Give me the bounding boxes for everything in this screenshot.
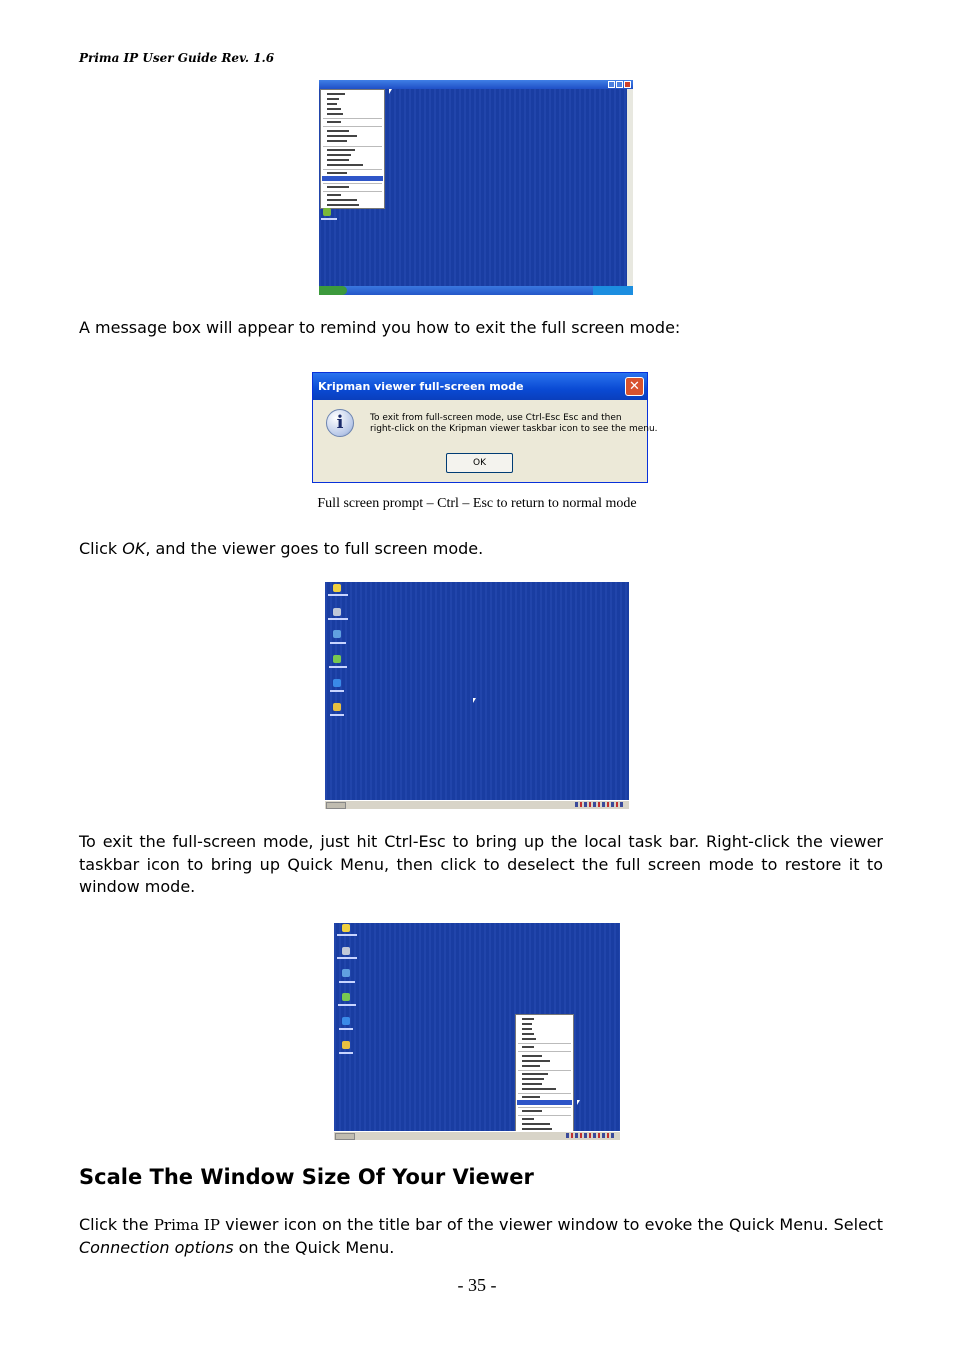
quick-menu-desktop-screenshot bbox=[334, 923, 620, 1140]
quick-menu-popup-screenshot bbox=[515, 1014, 574, 1136]
screenshot-titlebar bbox=[319, 80, 633, 89]
click-ok-paragraph bbox=[79, 538, 883, 561]
info-icon: i bbox=[326, 409, 354, 437]
dialog-message-line1: To exit from full-screen mode, use Ctrl-Esc Esc and then bbox=[370, 413, 622, 423]
ok-button: OK bbox=[446, 453, 513, 473]
full-screen-desktop-screenshot bbox=[325, 582, 629, 809]
screenshot-local-taskbar-2 bbox=[334, 1131, 620, 1140]
brand-name: Prima IP bbox=[153, 1216, 220, 1234]
connection-options-pre: Click the bbox=[79, 1215, 154, 1234]
viewer-window-screenshot bbox=[319, 80, 633, 295]
click-ok-emphasis: OK bbox=[122, 539, 146, 558]
connection-options-paragraph bbox=[79, 1214, 883, 1259]
dialog-title: Kripman viewer full-screen mode bbox=[313, 373, 647, 400]
connection-options-mid: viewer icon on the title bar of the viewer window to evoke the Quick Menu. Select bbox=[219, 1215, 883, 1234]
screenshot-taskbar bbox=[319, 286, 633, 295]
quick-menu-screenshot bbox=[320, 89, 385, 209]
screenshot-local-taskbar bbox=[325, 800, 629, 809]
dialog-message bbox=[370, 413, 658, 435]
full-screen-mode-dialog bbox=[312, 372, 658, 483]
dialog-message-line2: right-click on the Kripman viewer taskbar icon to see the menu. bbox=[370, 424, 658, 434]
section-heading: Scale The Window Size Of Your Viewer bbox=[79, 1165, 534, 1189]
exit-full-screen-paragraph: To exit the full-screen mode, just hit Ctrl-Esc to bring up the local task bar. Right-click the viewer taskbar icon to bring up Quick Menu, then click to deselect the full screen mode to restore it to window mode. bbox=[79, 832, 883, 896]
running-header: Prima IP User Guide Rev. 1.6 bbox=[79, 51, 275, 65]
page-number: - 35 - bbox=[457, 1275, 497, 1295]
click-ok-post: , and the viewer goes to full screen mode. bbox=[145, 539, 484, 558]
message-box-intro: A message box will appear to remind you how to exit the full screen mode: bbox=[79, 318, 681, 337]
close-icon: ✕ bbox=[625, 377, 644, 396]
connection-options-post: on the Quick Menu. bbox=[233, 1237, 395, 1257]
click-ok-pre: Click bbox=[79, 539, 123, 558]
figure-caption: Full screen prompt – Ctrl – Esc to return to normal mode bbox=[317, 496, 637, 511]
connection-options-emphasis: Connection options bbox=[79, 1237, 234, 1257]
screenshot-scrollbar bbox=[627, 89, 633, 286]
